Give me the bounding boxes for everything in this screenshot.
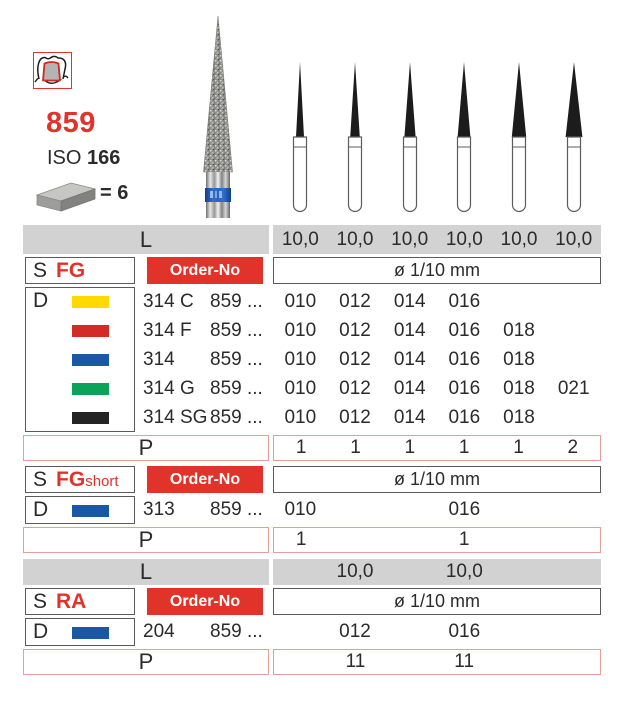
iso-shank-code: 314 C (143, 291, 194, 312)
order-code: 859 ... (210, 349, 263, 370)
diameter-value: 016 (448, 407, 481, 428)
pack-value (328, 528, 382, 552)
tooth-prep-icon (33, 52, 72, 89)
diameter-value (546, 496, 601, 524)
bur-silhouettes (273, 55, 601, 215)
diameter-values (273, 618, 601, 646)
length-row-values-ra (273, 559, 601, 585)
order-no-header: Order-No (147, 257, 263, 284)
shank-row-fg (25, 257, 135, 284)
diameter-value: 012 (339, 407, 371, 428)
order-row (0, 374, 634, 403)
iso-shank-code: 314 F (143, 320, 192, 341)
diameter-value (546, 403, 601, 432)
diameter-values (273, 374, 601, 403)
diameter-value: 018 (503, 320, 535, 341)
diameter-value (492, 287, 547, 316)
length-row-header: L (23, 225, 269, 254)
diameter-unit-header: ø 1/10 mm (273, 588, 601, 615)
diameter-value (546, 345, 601, 374)
length-value: 10,0 (391, 229, 429, 250)
pack-row-values-ra (273, 649, 601, 675)
diameter-value (492, 618, 547, 646)
bur-photo (195, 14, 241, 220)
length-value: 10,0 (281, 229, 319, 250)
order-row (0, 316, 634, 345)
order-row (0, 618, 634, 646)
shank-letter: S (33, 468, 48, 491)
diameter-value (546, 287, 601, 316)
diameter-unit-header: ø 1/10 mm (273, 257, 601, 284)
pack-row-values-fg (273, 435, 601, 461)
diameter-value: 021 (557, 378, 590, 399)
bur-silhouette-icon-014 (382, 55, 437, 215)
shank-type-fg: FG (56, 259, 86, 282)
pack-value: 1 (404, 437, 416, 458)
diameter-value: 010 (284, 407, 317, 428)
order-row (0, 403, 634, 432)
diameter-value: 012 (339, 621, 371, 642)
shank-type-ra: RA (56, 590, 87, 613)
length-value (273, 559, 328, 585)
pack-value: 11 (454, 651, 475, 672)
length-value (382, 559, 437, 585)
shank-row-fg-short (25, 466, 135, 493)
diameter-value: 016 (448, 349, 481, 370)
pack-value (491, 650, 545, 674)
pack-value (491, 528, 545, 552)
pack-value: 1 (513, 437, 524, 458)
order-no-header: Order-No (147, 466, 263, 493)
diameter-value (382, 618, 437, 646)
shank-row-ra (25, 588, 135, 615)
diameter-value: 016 (448, 621, 481, 642)
diameter-value: 010 (284, 499, 317, 520)
order-row (0, 287, 634, 316)
diameter-value: 016 (448, 499, 481, 520)
diameter-value: 012 (339, 349, 371, 370)
diameter-value: 018 (503, 407, 535, 428)
diameter-value (546, 316, 601, 345)
diameter-letter: D (33, 289, 49, 312)
pack-row-values-fg-short (273, 527, 601, 553)
pack-row-header: P (23, 527, 269, 553)
length-row-values-fg (273, 225, 601, 254)
pack-row-header: P (23, 649, 269, 675)
length-value: 10,0 (500, 229, 538, 250)
pack-value: 1 (458, 529, 470, 550)
diameter-value: 014 (393, 291, 426, 312)
order-row (0, 345, 634, 374)
iso-shank-code: 314 SG (143, 407, 208, 428)
iso-shank-code: 313 (143, 499, 175, 520)
diameter-values (273, 403, 601, 432)
pack-quantity: = 6 (100, 182, 129, 204)
diameter-unit-header: ø 1/10 mm (273, 466, 601, 493)
pack-value: 1 (295, 529, 307, 550)
diameter-value: 012 (339, 291, 371, 312)
pack-value: 11 (345, 651, 366, 672)
pack-value: 1 (350, 437, 361, 458)
pack-row-header: P (23, 435, 269, 461)
length-value: 10,0 (555, 229, 593, 250)
pack-value (383, 528, 437, 552)
diameter-value: 014 (393, 349, 426, 370)
diameter-value (492, 496, 547, 524)
bur-silhouette-icon-016 (437, 55, 492, 215)
iso-shank-code: 204 (143, 621, 175, 642)
shank-type-fg-short: FG (56, 468, 86, 491)
length-value: 10,0 (336, 561, 374, 582)
diameter-values (273, 496, 601, 524)
length-value (546, 559, 601, 585)
order-code: 859 ... (210, 499, 263, 520)
diameter-value: 010 (284, 291, 317, 312)
pack-value (546, 650, 600, 674)
order-code: 859 ... (210, 621, 263, 642)
order-code: 859 ... (210, 320, 263, 341)
pack-value: 1 (295, 437, 307, 458)
bur-silhouette-icon-012 (328, 55, 383, 215)
shank-letter: S (33, 590, 48, 613)
diameter-values (273, 345, 601, 374)
diameter-value: 014 (393, 407, 426, 428)
pack-value (383, 650, 437, 674)
pack-value: 1 (458, 437, 470, 458)
diameter-value: 012 (339, 378, 371, 399)
diameter-value: 010 (284, 349, 317, 370)
pack-value (546, 528, 600, 552)
diameter-letter: D (33, 498, 49, 521)
iso-shank-code: 314 (143, 349, 175, 370)
diameter-value (546, 618, 601, 646)
shank-letter: S (33, 259, 48, 282)
order-code: 859 ... (210, 407, 263, 428)
pack-value (274, 650, 328, 674)
diameter-value: 018 (503, 349, 535, 370)
diameter-value: 014 (393, 320, 426, 341)
pack-box-icon (34, 180, 98, 214)
iso-number (47, 147, 120, 170)
order-code: 859 ... (210, 291, 263, 312)
diameter-value: 016 (448, 320, 481, 341)
length-value: 10,0 (445, 561, 483, 582)
diameter-value (273, 618, 328, 646)
diameter-values (273, 316, 601, 345)
order-row (0, 496, 634, 524)
pack-value: 2 (567, 437, 579, 458)
length-value: 10,0 (445, 229, 483, 250)
order-code: 859 ... (210, 378, 263, 399)
diameter-letter: D (33, 620, 49, 643)
iso-value: 166 (87, 147, 121, 169)
length-value: 10,0 (336, 229, 374, 250)
diameter-values (273, 287, 601, 316)
diameter-value (382, 496, 437, 524)
diameter-value: 012 (339, 320, 371, 341)
length-row-header: L (23, 559, 269, 585)
bur-silhouette-icon-010 (273, 55, 328, 215)
figure-number: 859 (46, 107, 96, 139)
diameter-value (328, 496, 383, 524)
shank-type-suffix: short (85, 473, 119, 490)
diameter-value: 010 (284, 320, 317, 341)
diameter-value: 018 (503, 378, 535, 399)
order-no-header: Order-No (147, 588, 263, 615)
length-value (492, 559, 547, 585)
diameter-value: 016 (448, 378, 481, 399)
diameter-value: 010 (284, 378, 317, 399)
bur-silhouette-icon-018 (492, 55, 547, 215)
iso-label: ISO (47, 147, 82, 169)
bur-silhouette-icon-021 (546, 55, 601, 215)
diameter-value: 016 (448, 291, 481, 312)
diameter-value: 014 (393, 378, 426, 399)
iso-shank-code: 314 G (143, 378, 195, 399)
